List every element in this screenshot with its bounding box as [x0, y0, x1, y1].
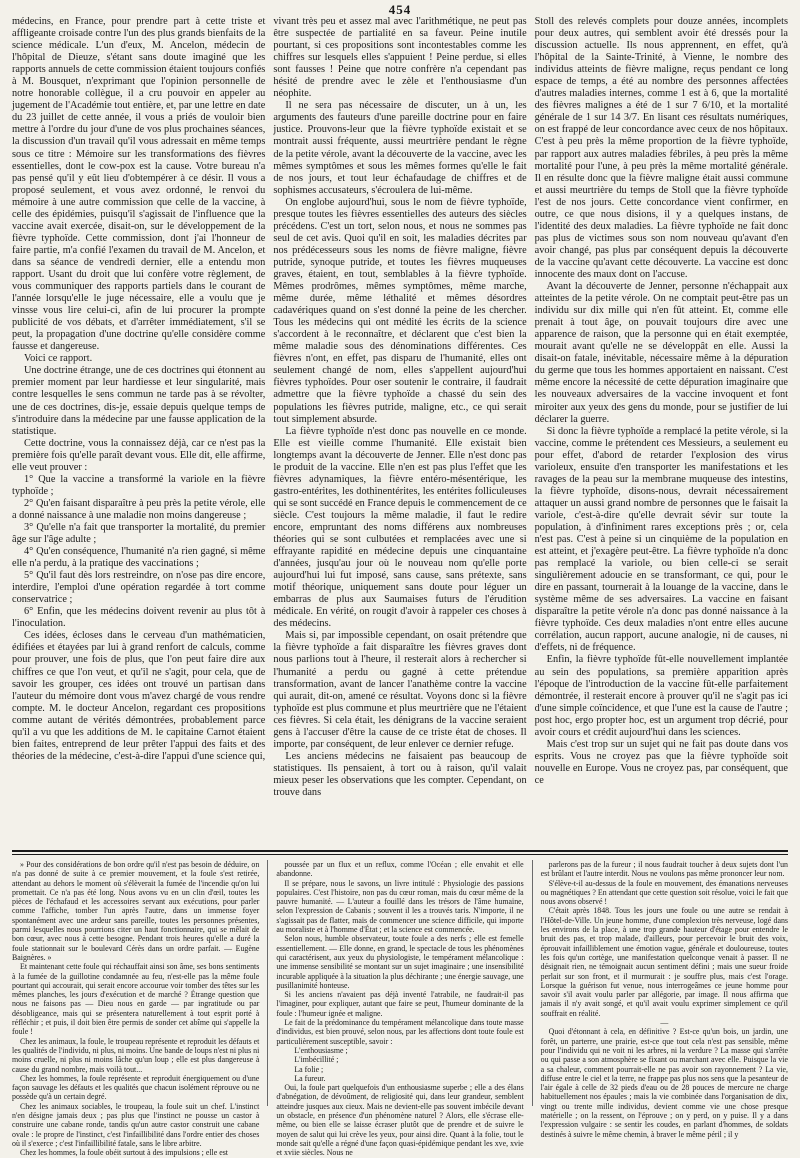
feuilleton-paragraph: L'imbécillité ;: [294, 1055, 339, 1065]
feuilleton-column-3: [540, 860, 788, 1139]
paragraph: Ces idées, écloses dans le cerveau d'un mathématicien, édifiées et étayées par lui à grand renfort de calculs, comme pour prouver, une fois de plus, que l'on peut faire dire aux chiffres ce que l'on veut, et qu'il ne s'agit, pour cela, que de savoir les grouper, ces idées ont trouvé un partisan dans l'auteur du mémoire dont vous m'avez chargé de vous rendre compte. M. le docteur Ancelon, regardant ces propositions comme autant de vérités démontrées, probablement parce qu'il a vu que les additions de M. le capitaine Carnot étaient bien faites, entreprend de leur prêter l'appui des faits et des théories de la médecine, c'est-à-dire l'appui d'une science qui,: [12, 630, 266, 762]
feuilleton-paragraph: Selon nous, humble observateur, toute foule a des nerfs ; elle est femelle essentiellement. — Elle donne, en grand, le spectacle de tous les phénomènes qui caractérisent, aux yeux du physiologiste, le tempérament mélancolique : une immense sensibilité se montant sur un sujet imaginaire ; une insensibilité incurable appliquée à la situation la plus déchirante ; une énergie sauvage, une pusillanimité honteuse.: [276, 934, 524, 990]
feuilleton-column-2: [276, 860, 524, 1158]
feuilleton-paragraph: Chez les animaux sociables, le troupeau, la foule suit un chef. L'instinct n'en désigne jamais deux ; pas plus que l'instinct ne pousse un castor à construire une cabane ronde, tandis qu'un autre castor construit une cabane ovale : le propre de l'instinct, c'est l'infaillibilité dans l'ordre entier des choses où il s'exerce ; c'est l'infaillibilité fatale, sans le libre arbitre.: [12, 1101, 260, 1148]
feuilleton-column-1: [12, 860, 260, 1158]
feuilleton-paragraph: Chez les animaux, la foule, le troupeau représente et reproduit les défauts et les qualités de l'individu, ni plus, ni moins. Une bande de loups n'est ni plus ni moins cruelle, ni plus ni moins lâche qu'un loup ; elle est plus dangereuse à cause du grand nombre, mais voilà tout...: [12, 1036, 260, 1074]
paragraph: Mais c'est trop sur un sujet qui ne fait pas doute dans vos esprits. Vous ne croyez pas que la fièvre typhoïde soit nouvelle en Europe. Vous ne croyez pas, par conséquent, que ce: [534, 738, 788, 786]
feuilleton-paragraph: » Pour des considérations de bon ordre qu'il n'est pas besoin de déduire, on n'a pas donné de suite à ce premier mouvement, et la foule s'est retirée, attendant au dehors le moment où s'élèverait la fumée de l'incendie qu'on lui promettait. Ce n'a pas été long. Nous avons vu en un clin d'œil, toutes les pièces de l'échafaud et les accessoires servant aux exécutions, pour parler comme l'affiche, tomber l'un après l'autre, dans un immense foyer spontanément avec une ardeur sans pareille, toutes les personnes présentes, parmi lesquelles nous pourrions citer un haut fonctionnaire, qui se mêlait de bon cœur, avec nous à cette besogne. Pendant trois heures qu'elle a duré la foule stationnait sur le boulevard Cérès dans un ordre parfait. — Eugène Baignères. »: [12, 860, 260, 962]
main-text-columns: [12, 16, 788, 848]
feuilleton-divider: [12, 850, 788, 852]
paragraph: Une doctrine étrange, une de ces doctrines qui étonnent au premier moment par leur hardiesse et leur singularité, mais contre lesquelles le sens commun ne tarde pas à se révolter, une de ces doctrines, dis-je, essaie depuis quelque temps de s'introduire dans la médecine par une fausse application de la statistique.: [12, 365, 266, 437]
paragraph: 2° Qu'en faisant disparaître à peu près la petite vérole, elle a donné naissance à une maladie non moins dangereuse ;: [12, 497, 266, 521]
paragraph: 3° Qu'elle n'a fait que transporter la mortalité, du premier âge sur l'âge adulte ;: [12, 521, 266, 546]
paragraph: Voici ce rapport.: [24, 353, 93, 365]
feuilleton-paragraph: Chez les hommes, la foule obéit surtout à des impulsions ; elle est: [20, 1148, 228, 1158]
paragraph: 1° Que la vaccine a transformé la variole en la fièvre typhoïde ;: [12, 473, 266, 497]
feuilleton-paragraph: La folie ;: [294, 1064, 324, 1074]
feuilleton-paragraph: La fureur.: [294, 1073, 326, 1083]
page-number: 454: [388, 2, 412, 17]
paragraph: Si donc la fièvre typhoïde a remplacé la petite vérole, si la vaccine, comme le prétendent ces Messieurs, a seulement eu pour effet, d'abord de retarder l'explosion des virus varioleux, ensuite d'en transporter les manifestations et les ravages de la peau sur la membrane muqueuse des intestins, la fièvre typhoïde, disons-nous, devrait nécessairement attaquer un aussi grand nombre de personnes que le faisait la variole, c'est-à-dire qu'elle devrait sévir sur toute la population, à d'infiniment rares exceptions près ; or, cela n'est pas. C'est à peine si un cinquième de la population en est atteint, et j'exagère peut-être. La fièvre typhoïde n'a donc pas remplacé la variole, ou bien celle-ci se serait singulièrement adoucie en se transformant, ce qui, pour le dire en passant, tournerait à la louange de la vaccine, dans le système même de ses adversaires. La vaccine en faisant disparaître la petite vérole n'a donc pas donné naissance à la fièvre typhoïde. Ces deux maladies n'ont entre elles aucune corrélation, aucun rapport, aucune analogie, ni de causes, ni d'effets, ni de fréquence.: [534, 425, 788, 654]
feuilleton-paragraph: —: [660, 1018, 669, 1028]
paragraph: Cette doctrine, vous la connaissez déjà, car ce n'est pas la première fois qu'elle paraît devant vous. Elle dit, elle affirme, elle veut prouver :: [12, 437, 266, 473]
paragraph: Les anciens médecins ne faisaient pas beaucoup de statistiques. Ils pensaient, à tort ou à raison, qu'il valait mieux peser les observations que les compter. Cependant, on trouve dans: [273, 750, 527, 798]
feuilleton-paragraph: S'élève-t-il au-dessus de la foule en mouvement, des émanations nerveuses ou magnétiques ? En attendant que cette question soit résolue, voici le fait que nous avons observé !: [540, 878, 788, 907]
paragraph: Mais si, par impossible cependant, on osait prétendre que la fièvre typhoïde a fait disparaître les fièvres graves dont nous parlions tout à l'heure, il resterait alors à rechercher si l'humanité a perdu ou gagné à cette prétendue transformation, avant de lancer l'anathème contre la vaccine qui aurait, dit-on, amené ce résultat. Voyons donc si la fièvre typhoïde est plus commune et plus meurtrière que ne l'étaient ces fièvres. Si cela était, les dénigrans de la vaccine seraient gens à l'accuser d'être la cause de ce triste état de choses. Il importe, par conséquent, de leur enlever ce dernier refuge.: [273, 630, 527, 750]
feuilleton-paragraph: Et maintenant cette foule qui réchauffait ainsi son âme, ses bons sentiments à la fumée de la guillotine condamnée au feu, n'est-elle pas la même foule pourtant qui accourait, qui serait encore accourue voir tomber des têtes sur les mêmes planches, les jours d'exécution et de marché ? Étrange question que nous ne faisons pas — Dieu nous en garde — par ingratitude ou par désobligeance, mais qui se présentera naturellement à tout esprit porté à réfléchir ; et puis, il doit bien être permis de sonder cet abîme qui s'appelle la foule !: [12, 962, 260, 1037]
column-separator: [532, 860, 533, 1106]
feuilleton-paragraph: Si les anciens n'avaient pas déjà inventé l'atrabile, ne faudrait-il pas l'imaginer, pour expliquer, autant que faire se peut, l'humeur dominante de la foule : l'humeur ignée et maligne.: [276, 990, 524, 1018]
paragraph: Enfin, la fièvre typhoïde fût-elle nouvellement implantée au sein des populations, sa première apparition après l'époque de l'introduction de la vaccine fût-elle parfaitement démontrée, il resterait encore à prouver qu'il ne s'agit pas ici d'une simple coïncidence, et que l'une est la cause de l'autre ; post hoc, ergo propter hoc, est un argument trop décrié, pour avoir cours et crédit aujourd'hui dans les sciences.: [534, 654, 788, 738]
feuilleton-paragraph: Il se prépare, nous le savons, un livre intitulé : Physiologie des passions populaires. C'est l'histoire, non pas du cœur roman, mais du cœur même de la pauvre humanité. — L'auteur a fouillé dans les trésors de l'âme humaine, selon l'expression de Cabanis ; souvent il les a trouvés taris. N'importe, il ne s'agissait pas de flatter, mais de commencer une science difficile, qui importe au moraliste et à l'homme d'État ; et la science est commencée.: [276, 878, 524, 935]
paragraph: Il ne sera pas nécessaire de discuter, un à un, les arguments des fauteurs d'une pareille doctrine pour en faire justice. Prouvons-leur que la fièvre typhoïde existait et se montrait aussi fréquente, aussi meurtrière pendant le règne de la petite vérole, avant la découverte de la vaccine, avec les mêmes symptômes et sous les mêmes formes qu'elle le fait de nos jours, et tout leur échafaudage de chiffres et de sophismes accusateurs, s'écroulera de lui-même.: [273, 100, 527, 196]
feuilleton-paragraph: poussée par un flux et un reflux, comme l'Océan ; elle envahit et elle abandonne.: [276, 860, 524, 879]
paragraph: 6° Enfin, que les médecins doivent revenir au plus tôt à l'inoculation.: [12, 606, 266, 630]
text-column-1: [12, 16, 265, 848]
feuilleton-paragraph: Oui, la foule part quelquefois d'un enthousiasme superbe ; elle a des élans d'abnégation, de dévoûment, de religiosité qui, dans leur grandeur, semblent atteindre jusques aux cieux. Mais ne devient-elle pas souvent imbécile devant un obstacle, en présence d'un phénomène naturel ? Alors, elle s'écrase elle-même, ou bien elle se laisse écraser plutôt que de prendre et de suivre le moyen de salut qui lui crève les yeux, pour ainsi dire. Quant à la folie, tout le monde sait qu'elle a régné d'une façon quasi-épidémique pendant les xve, xvie et xviie siècles. Nous ne: [276, 1083, 524, 1158]
paragraph: 4° Qu'en conséquence, l'humanité n'a rien gagné, si même elle n'a perdu, à la pratique des vaccinations ;: [12, 546, 266, 570]
paragraph: On englobe aujourd'hui, sous le nom de fièvre typhoïde, presque toutes les fièvres essentielles des auteurs des siècles précédens. C'est un tort, selon nous, et nous ne sommes pas seul de cet avis. Quoi qu'il en soit, les maladies décrites par nos prédécesseurs sous les noms de fièvre maligne, fièvre putride, synoque putride, et toutes les fièvres muqueuses graves, étaient, en tout, semblables à la fièvre typhoïde. Mêmes prodrômes, mêmes symptômes, même marche, même durée, même léthalité et mêmes désordres cadavériques quand on s'est donné la peine de les chercher. Tous les médecins qui ont médité les écrits de la science s'accordent à le reconnaître, et déclarent que c'est bien la même maladie sous des dénominations différentes. Ces fièvres n'ont, en effet, pas disparu de l'humanité, elles ont seulement changé de nom, elles s'appellent aujourd'hui fièvres typhoïdes. Pour oser soutenir le contraire, il faudrait admettre que la fièvre typhoïde a chassé du sein des populations les fièvres putride, maligne, etc., ce qui serait tout simplement absurde.: [273, 196, 527, 425]
feuilleton-paragraph: Chez les hommes, la foule représente et reproduit énergiquement ou d'une façon sauvage les défauts et les qualités que chacun isolément réprouve ou ne possède qu'à un certain degré.: [12, 1073, 260, 1102]
column-separator: [267, 860, 268, 1106]
paragraph: médecins, en France, pour prendre part à cette triste et affligeante croisade contre l'un des plus grands bienfaits de la science médicale. L'un d'eux, M. Ancelon, médecin de l'hôpital de Dieuze, s'étant sans doute imaginé que les rapports annuels de cette commission étaient toujours confiés à M. Bousquet, n'exprimant que l'opinion personnelle de notre honorable collègue, il a cru pouvoir en appeler au jugement de l'Académie tout entière, et, par une lettre en date du 23 juillet de cette année, il vous a priés de vouloir bien mettre à l'ordre du jour d'une de vos plus prochaines séances, la discussion d'un travail qu'il vous adressait en même temps sous ce titre : Mémoire sur les transformations des fièvres essentielles, dont le cow-pox est la cause. Votre bureau n'a pas pensé qu'il y eût lieu d'obtempérer à ce désir. Il vous a proposé seulement, et vous avez ordonné, le renvoi du mémoire à une autre commission que celle de la vaccine, à celle des épidémies, puisqu'il s'agissait de l'influence que la vaccine avait exercée, disait-on, sur le développement de la fièvre typhoïde. Cette commission, dont j'ai l'honneur de faire partie, m'a confié l'examen du travail de M. Ancelon, et dans sa séance de vendredi dernier, elle a entendu mon rapport. Usant du droit que lui confère votre règlement, de vous communiquer des rapports partiels dans le courant de l'année lorsqu'elle le juge nécessaire, elle a voulu que je vinsse vous lire celui-ci, afin de lui procurer la prompte publicité de vos débats, et d'arrêter immédiatement, s'il se peut, la propagation d'une doctrine qu'elle considère comme fausse et dangereuse.: [12, 16, 266, 353]
feuilleton-paragraph: C'était après 1848. Tous les jours une foule ou une autre se rendait à l'Hôtel-de-Ville. Un jeune homme, d'une complexion très nerveuse, logé dans les environs de la place, à une trop grande hauteur d'étage pour entendre le bruit des pas, et trop malade, d'ailleurs, pour percevoir le bruit des voix, éprouvait infailliblement une émotion vague, générale et douloureuse, toutes les fois qu'un cortège, une manifestation quelconque venait à passer. Il ne désignait rien, ne témoignait aucun sentiment défini ; mais une sueur froide perlait sur son front, et il murmurait : je souffre plus, mais c'est l'orage. Lorsque la guérison fut venue, nous interrogeâmes ce jeune homme pour savoir s'il avait voulu parler par allégorie, par image. Il nous affirma que jamais il n'y avait songé, et qu'il avait voulu exprimer simplement ce qu'il souffrait en réalité.: [540, 906, 788, 1018]
feuilleton-paragraph: Le fait de la prédominance du tempérament mélancolique dans toute masse d'individus, est bien prouvé, selon nous, par les affections dont toute foule est particulièrement susceptible, savoir :: [276, 1018, 524, 1046]
feuilleton-section: [12, 860, 788, 1158]
feuilleton-paragraph: L'enthousiasme ;: [294, 1045, 348, 1055]
paragraph: vivant très peu et assez mal avec l'arithmétique, ne peut pas être suspectée de partialité en sa faveur. Peine inutile pourtant, si ces propositions sont incontestables comme les chiffres sur lesquels elles s'appuient ! Peine perdue, si elles sont fausses ! Peine que notre confrère n'a cependant pas hésité de prendre avec le zèle et l'enthousiasme d'un néophite.: [273, 16, 527, 100]
feuilleton-paragraph: Quoi d'étonnant à cela, en définitive ? Est-ce qu'un bois, un jardin, une forêt, un parterre, une prairie, est-ce que tout cela n'est pas sensible, même pour l'individu qui ne voit ni les arbres, ni la verdure ? La masse qui s'arrête ou qui passe a son atmosphère se fixant ou marchant avec elle. Puisque la vie a sa chaleur, comment pourrait-elle ne pas avoir son rayonnement ? La vie, diffuse entre le ciel et la terre, ne frappe pas plus nos sens que la pesanteur de l'air égale à celle de 32 pieds d'eau ou de 28 pouces de mercure ne charge habituellement nos épaules ; mais la vie combinée dans l'organisation de dix, vingt ou trente mille individus, devient comme vie une chose presque matérielle ; on la ressent, on l'éprouve ; on y perd, on y puise. Il y a dans l'expression vulgaire : se sentir les coudes, en parlant d'hommes, de soldats destinés à suivre le même chemin, à braver le même péril ; il y: [540, 1027, 788, 1139]
paragraph: Stoll des relevés complets pour douze années, incomplets pour deux autres, qui semblent avoir été dressés pour la discussion actuelle. Ils nous apprennent, en effet, qu'à l'hôpital de la Sainte-Trinité, à Vienne, le nombre des individus atteints de fièvre maligne, reçus pendant ce long espace de temps, a été au nombre des personnes affectées d'autres maladies internes, comme 1 est à 6, que la mortalité des fièvres malignes a été de 1 sur 7 6/10, et la mortalité générale de 1 sur 14 3/7. En lisant ces résultats numériques, on est frappé de leur concordance avec ceux de nos hôpitaux. C'est à peu près la même proportion de la fièvre typhoïde, par rapport aux autres maladies fébriles, à peu près la même mortalité pour l'une, à peu près la même mortalité générale. Il en résulte donc que la fièvre maligne était aussi commune et aussi meurtrière du temps de Stoll que la fièvre typhoïde l'est de nos jours. Cette concordance vient confirmer, en outre, ce que nous disions, il y a quelques instans, de l'identité des deux maladies. La fièvre typhoïde ne fait donc pas plus de victimes sous son nom nouveau qu'avant d'en avoir changé, pas plus par conséquent depuis la découverte de la vaccine qu'avant cette découverte. La vaccine est donc innocente des maux dont on l'accuse.: [534, 16, 788, 280]
text-column-2: [273, 16, 526, 848]
feuilleton-paragraph: parlerons pas de la fureur ; il nous faudrait toucher à deux sujets dont l'un est brûlant et l'autre interdit. Nous ne voulons pas même prononcer leur nom.: [540, 860, 788, 879]
feuilleton-divider-thin: [12, 854, 788, 855]
paragraph: Avant la découverte de Jenner, personne n'échappait aux atteintes de la petite vérole. On ne comptait peut-être pas un individu sur dix mille qui n'en fût atteint. Et, comme elle prenait à tout âge, on pouvait toujours dire avec une apparence de raison, que la personne qui en était exemptée, mourait avant qu'elle ne se développât en elle. Aussi la disait-on fatale, inévitable, nécessaire même à la dépuration du germe que tous les hommes apportaient en naissant. C'est même encore la nécessité de cette dépuration imaginaire que les nouveaux adversaires de la vaccine invoquent et font miroiter aux yeux des gens du monde, pour se justifier de lui déclarer la guerre.: [534, 281, 788, 425]
paragraph: 5° Qu'il faut dès lors restreindre, on n'ose pas dire encore, interdire, l'emploi d'une opération regardée à tort comme conservatrice ;: [12, 570, 266, 606]
paragraph: La fièvre typhoïde n'est donc pas nouvelle en ce monde. Elle est vieille comme l'humanité. Elle existait bien longtemps avant la découverte de Jenner. Elle n'est donc pas le produit de la vaccine. Elle n'en est pas plus l'effet que les fièvres adynamiques, la fièvre entéro-mésentérique, les gastro-entérites, les dothinentérites, les entérites folliculeuses qui se sont succédé en France depuis le commencement de ce siècle. C'est toujours la même maladie, il faut le redire encore, empruntant des noms différens aux nombreuses théories qui se sont culbutées et remplacées avec une si effrayante rapidité en médecine depuis une cinquantaine d'années, jusqu'au jour où le nouveau nom qu'elle porte aujourd'hui lui fut imposé, sans cause, sans prétexte, sans motif théorique, uniquement sans doute pour léguer un embarras de plus aux Saumaises futurs de l'érudition médicale. En vérité, on rougit d'avoir à rappeler ces choses à des médecins.: [273, 425, 527, 630]
text-column-3: [535, 16, 788, 848]
